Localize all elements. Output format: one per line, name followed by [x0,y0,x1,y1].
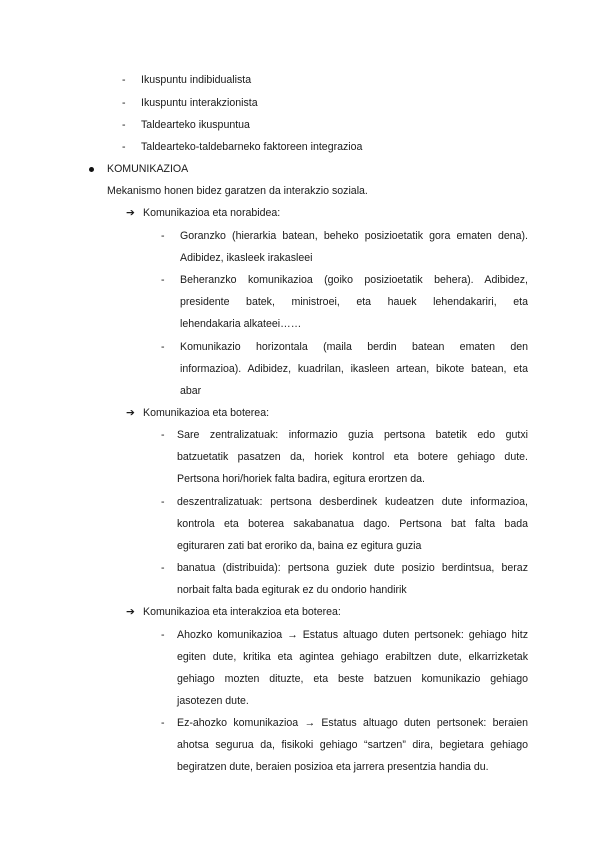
paragraph-line: ahotsa segurua da, fisikoki gehiago “sartzen” dira, begietara gehiago [177,739,528,751]
paragraph-line: begiratzen dute, beraien posizioa eta jarrera presentzia handia du. [177,761,489,773]
paragraph-line: lehendakaria alkateei…… [180,318,302,330]
dash-marker: - [161,230,165,242]
dash-marker: - [161,562,165,574]
paragraph-line: Beheranzko komunikazioa (goiko posizioetatik behera). Adibidez, [180,274,528,286]
arrow-bullet-icon: ➔ [126,207,135,219]
section-intro: Mekanismo honen bidez garatzen da interakzio soziala. [107,185,368,197]
paragraph-line: Goranzko (hierarkia batean, beheko posizioetatik gora ematen dena). [180,230,528,242]
paragraph-line: egituraren zati bat eroriko da, baina ez egitura guzia [177,540,422,552]
dash-marker: - [161,429,165,441]
list-item: Taldearteko-taldebarneko faktoreen integrazioa [141,141,363,153]
list-item: Ikuspuntu indibidualista [141,74,252,86]
dash-marker: - [122,141,126,153]
dash-marker: - [122,119,126,131]
dash-marker: - [161,629,165,641]
list-item: Taldearteko ikuspuntua [141,119,250,131]
dash-marker: - [161,274,165,286]
paragraph-line: Pertsona hori/horiek falta badira, egitura erortzen da. [177,473,425,485]
paragraph-line: norbait falta bada egiturak ez du ondorio handirik [177,584,407,596]
subsection-heading: Komunikazioa eta norabidea: [143,207,281,219]
dash-marker: - [122,74,126,86]
paragraph-line: Adibidez, ikasleek irakasleei [180,252,313,264]
section-title: KOMUNIKAZIOA [107,163,189,175]
paragraph-line: abar [180,385,202,397]
paragraph-line: Komunikazio horizontala (maila berdin batean ematen den [180,341,528,353]
dash-marker: - [122,97,126,109]
paragraph-line: Ez-ahozko komunikazioa → Estatus altuago duten pertsonek: beraien [177,717,528,729]
dash-marker: - [161,496,165,508]
paragraph-line: banatua (distribuida): pertsona guziek dute posizio berdintsua, beraz [177,562,528,574]
paragraph-line: kontrola eta boterea sakabanatua dago. Pertsona bat falta bada [177,518,528,530]
arrow-bullet-icon: ➔ [126,407,135,419]
paragraph-line: presidente batek, ministroei, eta hauek lehendakariri, eta [180,296,528,308]
dash-marker: - [161,717,165,729]
paragraph-line: gehiago mozten dituzte, eta beste batzuen komunikazio gehiago [177,673,528,685]
dash-marker: - [161,341,165,353]
list-item: Ikuspuntu interakzionista [141,97,258,109]
subsection-heading: Komunikazioa eta interakzioa eta boterea: [143,606,341,618]
paragraph-line: Ahozko komunikazioa → Estatus altuago duten pertsonek: gehiago hitz [177,629,528,641]
subsection-heading: Komunikazioa eta boterea: [143,407,270,419]
bullet-dot-icon [89,167,94,172]
paragraph-line: Sare zentralizatuak: informazio guzia pertsona batetik edo gutxi [177,429,528,441]
paragraph-line: batzuetatik pasatzen da, horiek kontrol eta botere gehiago dute. [177,451,528,463]
paragraph-line: deszentralizatuak: pertsona desberdinek kudeatzen dute informazioa, [177,496,528,508]
paragraph-line: egiten dute, kritika eta agintea gehiago erabiltzen dute, elkarrizketak [177,651,528,663]
paragraph-line: jasotezen dute. [177,695,249,707]
paragraph-line: informazioa). Adibidez, kuadrilan, ikasleen artean, bikote batean, eta [180,363,528,375]
arrow-bullet-icon: ➔ [126,606,135,618]
